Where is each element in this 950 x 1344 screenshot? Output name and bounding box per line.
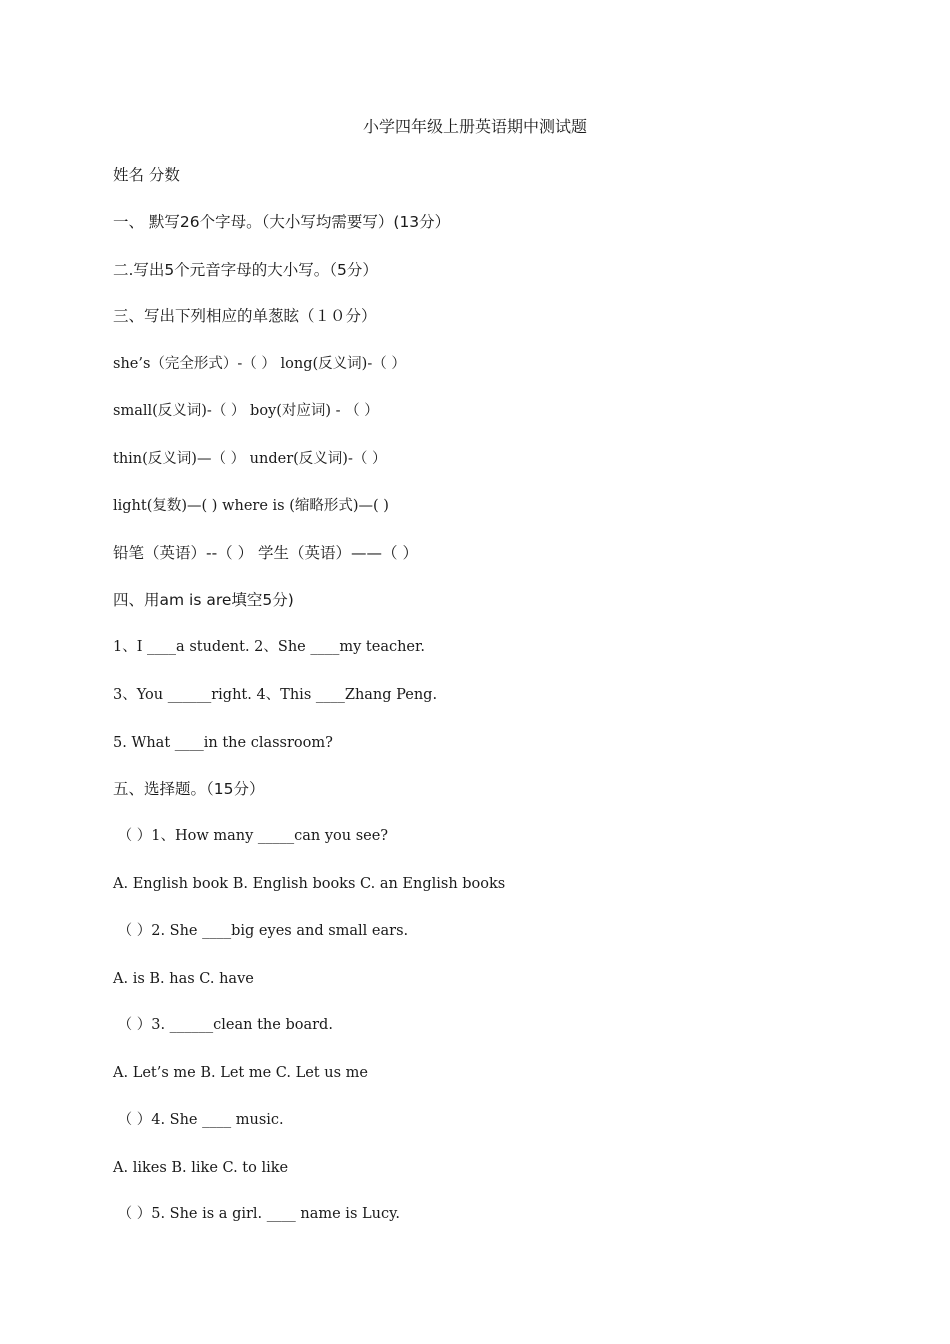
section-3-item-1: she’s（完全形式）-（ ） long(反义词)-（ ）	[113, 356, 406, 372]
section-3-item-3: thin(反义词)—（ ） under(反义词)-（ ）	[113, 451, 387, 467]
section-2-heading: 二.写出5个元音字母的大小写。（5分）	[113, 261, 378, 279]
question-2: （ ）2. She ____big eyes and small ears.	[113, 923, 409, 939]
question-4-options: A. likes B. like C. to like	[113, 1160, 289, 1176]
section-5-heading: 五、选择题。（15分）	[113, 780, 265, 798]
section-4-item-1: 1、I ____a student. 2、She ____my teacher.	[113, 639, 425, 655]
section-4-item-3: 5. What ____in the classroom?	[113, 735, 333, 751]
question-5: （ ）5. She is a girl. ____ name is Lucy.	[113, 1206, 400, 1222]
question-1: （ ）1、How many _____can you see?	[113, 828, 389, 844]
section-4-item-2: 3、You ______right. 4、This ____Zhang Peng.	[113, 687, 438, 703]
question-2-options: A. is B. has C. have	[113, 971, 254, 987]
section-3-item-2: small(反义词)-（ ） boy(对应词) - （ ）	[113, 403, 379, 419]
section-3-item-4: light(复数)—( ) where is (缩略形式)—( )	[113, 498, 389, 514]
question-4: （ ）4. She ____ music.	[113, 1112, 284, 1128]
document-title: 小学四年级上册英语期中测试题	[362, 117, 587, 136]
section-1-heading: 一、 默写26个字母。（大小写均需要写）(13分）	[113, 213, 451, 231]
section-3-heading: 三、写出下列相应的单葱眩（１０分）	[113, 307, 377, 325]
question-3: （ ）3. ______clean the board.	[113, 1017, 333, 1033]
question-1-options: A. English book B. English books C. an English books	[113, 876, 506, 892]
name-score-line: 姓名 分数	[113, 166, 180, 184]
question-3-options: A. Let’s me B. Let me C. Let us me	[113, 1065, 368, 1081]
section-3-item-5: 铅笔（英语）--（ ） 学生（英语）——（ ）	[113, 544, 418, 562]
section-4-heading: 四、用am is are填空5分)	[113, 591, 294, 609]
